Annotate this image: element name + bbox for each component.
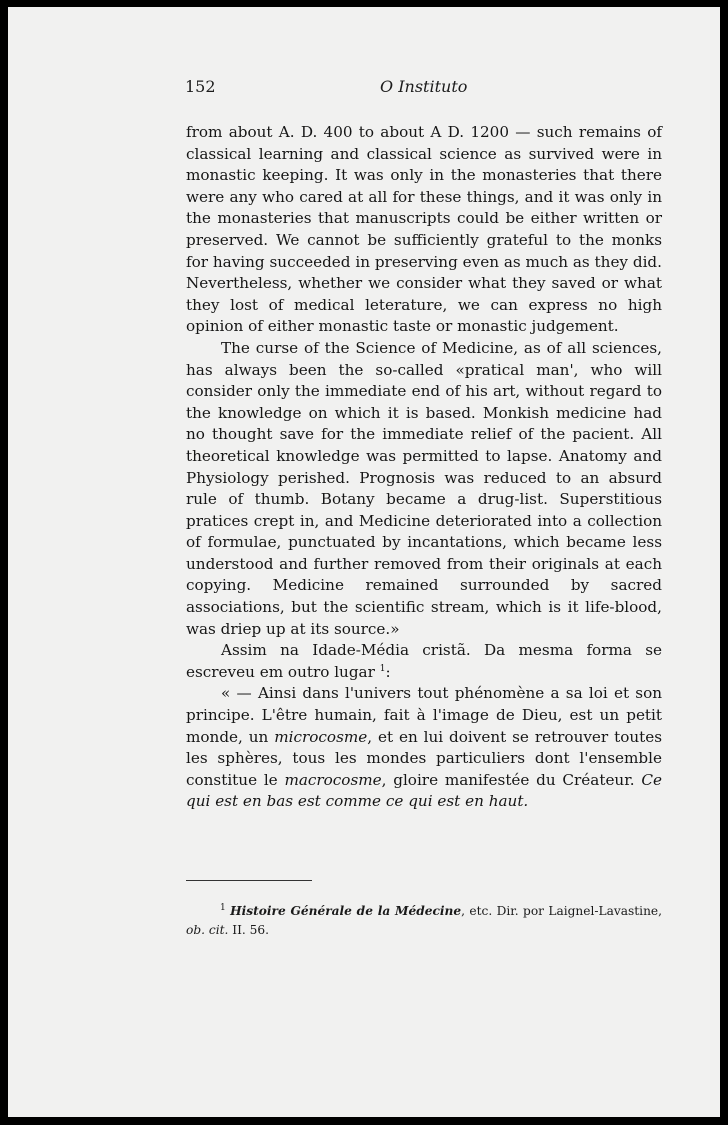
term-macrocosme: macrocosme [284, 770, 382, 789]
footnote-text-b: II. 56. [232, 923, 270, 937]
main-text [186, 122, 662, 813]
paragraph-4-part-b: , et en lui doivent se retrouver toutes les sphères, tous les mondes particuliers dont l'ensemble constitue le [186, 727, 663, 789]
paragraph-3-text: Assim na Idade-Média cristã. Da mesma forma se escreveu em outro lugar [186, 641, 662, 681]
term-microcosme: microcosme [274, 727, 368, 746]
footnote-text-a: , etc. Dir. por Laignel-Lavastine, [461, 904, 663, 918]
paragraph-3 [186, 640, 662, 683]
footnote-ob-cit: ob. cit. [186, 923, 229, 937]
paragraph-3-end: : [385, 662, 391, 681]
paragraph-1: from about A. D. 400 to about A D. 1200 — such remains of classical learning and classical science as survived were in monastic keeping. It was only in the monasteries that there were any who cared at all for these things, and it was only in the monasteries that manuscripts could be either written or preserved. We cannot be sufficiently grateful to the monks for having succeeded in preserving even as much as they did. Nevertheless, whether we consider what they saved or what they lost of medical leterature, we can express no high opinion of either monastic taste or monastic judgement. [186, 123, 662, 336]
page-header [185, 77, 665, 101]
footnote [186, 902, 662, 940]
footnote-title: Histoire Générale de la Médecine [230, 904, 462, 918]
paragraph-4-part-a: « — Ainsi dans l'univers tout phénomène a sa loi et son principe. L'être humain, fait à l'image de Dieu, est un petit monde, un [186, 684, 662, 746]
italic-quote: Ce qui est en bas est comme ce qui est en haut. [186, 770, 663, 811]
paragraph-4 [186, 683, 662, 813]
footnote-divider [186, 880, 312, 881]
running-title: O Instituto [380, 77, 468, 96]
paragraph-4-part-c: , gloire manifestée du Créateur. [381, 770, 635, 789]
page-number: 152 [185, 77, 216, 96]
footnote-reference: 1 [379, 663, 386, 674]
footnote-number: 1 [220, 902, 226, 913]
document-page [8, 7, 720, 1117]
paragraph-2: The curse of the Science of Medicine, as of all sciences, has always been the so-called «pratical man', who will consider only the immediate end of his art, without regard to the knowledge on which it is based. Monkish medicine had no thought save for the immediate relief of the pacient. All theoretical knowledge was permitted to lapse. Anatomy and Physiology perished. Prognosis was reduced to an absurd rule of thumb. Botany became a drug-list. Superstitious pratices crept in, and Medicine deteriorated into a collection of formulae, punctuated by incantations, which became less understood and further removed from their originals at each copying. Medicine remained surrounded by sacred associations, but the scientific stream, which is it life-blood, was driep up at its source.» [186, 338, 662, 638]
